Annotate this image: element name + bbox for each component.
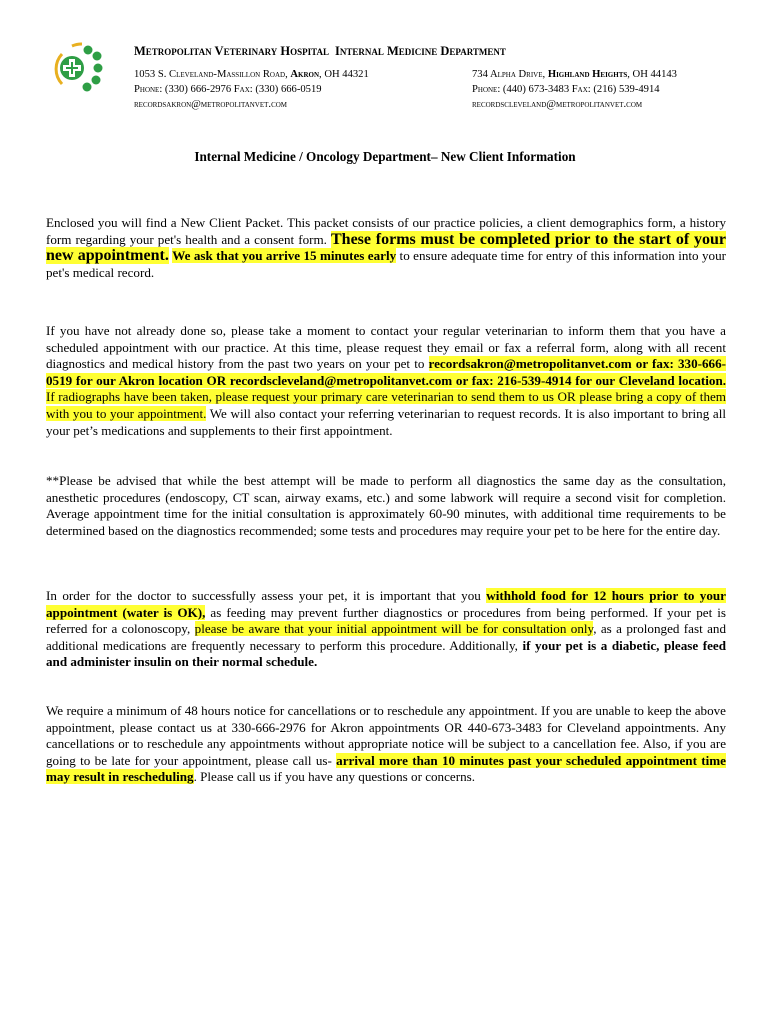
referral-paragraph xyxy=(46,323,726,439)
forms-deadline-highlight: These forms must be completed prior to the start of your new appointment. xyxy=(46,230,726,265)
akron-city: Akron xyxy=(290,69,320,80)
cancellation-text: We require a minimum of 48 hours notice for cancellations or to reschedule any appointment. If you are unable to keep the above appointment, please contact us at 330-666-2976 for Akron appointments OR 440-673-3483 for Cleveland appointments. Any cancellations or to reschedule any appointments without appropriate notice will be subject to a cancellation fee. Also, if you are going to be late for your appointment, please call us- xyxy=(46,703,726,768)
referral-text: If you have not already done so, please take a moment to contact your regular veterinarian to inform them that you have a scheduled appointment with our practice. At this time, please request they email or fax a referral form, along with all recent diagnostics and medical history from the past two years on your pet to xyxy=(46,323,726,372)
akron-phone: Phone: (330) 666-2976 Fax: (330) 666-0519 xyxy=(134,84,322,95)
akron-address-block xyxy=(134,67,369,112)
late-arrival-highlight: arrival more than 10 minutes past your scheduled appointment time may result in rescheduling xyxy=(46,752,726,785)
akron-street-text: 1053 S. Cleveland-Massillon Road, xyxy=(134,69,288,80)
cleveland-address-block xyxy=(472,67,677,112)
fasting-text: In order for the doctor to successfully assess your pet, it is important that you xyxy=(46,588,487,603)
diabetic-note: if your pet is a diabetic, please feed and administer insulin on their normal schedule. xyxy=(46,637,726,670)
cleveland-street-text: 734 Alpha Drive, xyxy=(472,69,546,80)
fasting-text-3: , as a prolonged fast and additional medications are frequently necessary to perform this procedure. Additionally, xyxy=(46,621,726,653)
intro-paragraph xyxy=(46,215,726,281)
referral-contacts-highlight: recordsakron@metropolitanvet.com or fax: 330-666-0519 for our Akron location OR recordscleveland@metropolitanvet.com or fax: 216-539-4914 for our Cleveland location. xyxy=(46,356,727,388)
intro-text: Enclosed you will find a New Client Packet. This packet consists of our practice policies, a client demographics form, a history form regarding your pet's health and a consent form. xyxy=(46,215,726,247)
cleveland-city: Highland Heights xyxy=(547,69,628,80)
arrive-early-highlight: We ask that you arrive 15 minutes early xyxy=(172,248,397,264)
akron-email: recordsakron@metropolitanvet.com xyxy=(134,99,288,110)
document-title: Internal Medicine / Oncology Department– New Client Information xyxy=(194,149,576,164)
akron-street xyxy=(134,67,369,82)
hospital-name: Metropolitan Veterinary Hospital xyxy=(134,44,329,58)
fasting-paragraph xyxy=(46,588,726,671)
fasting-text-2: as feeding may prevent further diagnostics or procedures from being performed. If your pet is referred for a colonoscopy, xyxy=(46,604,727,637)
cleveland-email: recordscleveland@metropolitanvet.com xyxy=(472,99,643,110)
header-title xyxy=(134,44,506,59)
consultation-only-highlight: please be aware that your initial appointment will be for consultation only xyxy=(194,621,594,637)
cleveland-phone: Phone: (440) 673-3483 Fax: (216) 539-4914 xyxy=(472,84,660,95)
referral-tail: We will also contact your referring veterinarian to request records. It is also important to bring all your pet’s medications and supplements to their first appointment. xyxy=(46,405,726,438)
withhold-food-highlight: withhold food for 12 hours prior to your appointment (water is OK), xyxy=(46,588,726,620)
cancellation-tail: . Please call us if you have any questions or concerns. xyxy=(193,769,476,785)
diagnostics-notice-paragraph: **Please be advised that while the best attempt will be made to perform all diagnostics the same day as the consultation, anesthetic procedures (endoscopy, CT scan, airway exams, etc.) and some labwork will require a second visit for completion. Average appointment time for the initial consultation is approximately 60-90 minutes, with additional time requirements to be determined based on the diagnostics recommended; some tests and procedures may require your pet to be here for the entire day. xyxy=(46,473,726,538)
cancellation-paragraph xyxy=(46,703,726,786)
intro-tail: to ensure adequate time for entry of this information into your pet's medical record. xyxy=(46,248,726,280)
radiographs-highlight: If radiographs have been taken, please request your primary care veterinarian to send them to us OR please bring a copy of them with you to your appointment. xyxy=(46,389,726,421)
hospital-logo-icon xyxy=(52,40,108,96)
akron-state-zip: , OH 44321 xyxy=(319,69,369,80)
cleveland-street xyxy=(472,67,677,82)
department-name: Internal Medicine Department xyxy=(334,44,506,58)
cleveland-state-zip: , OH 44143 xyxy=(627,69,677,80)
